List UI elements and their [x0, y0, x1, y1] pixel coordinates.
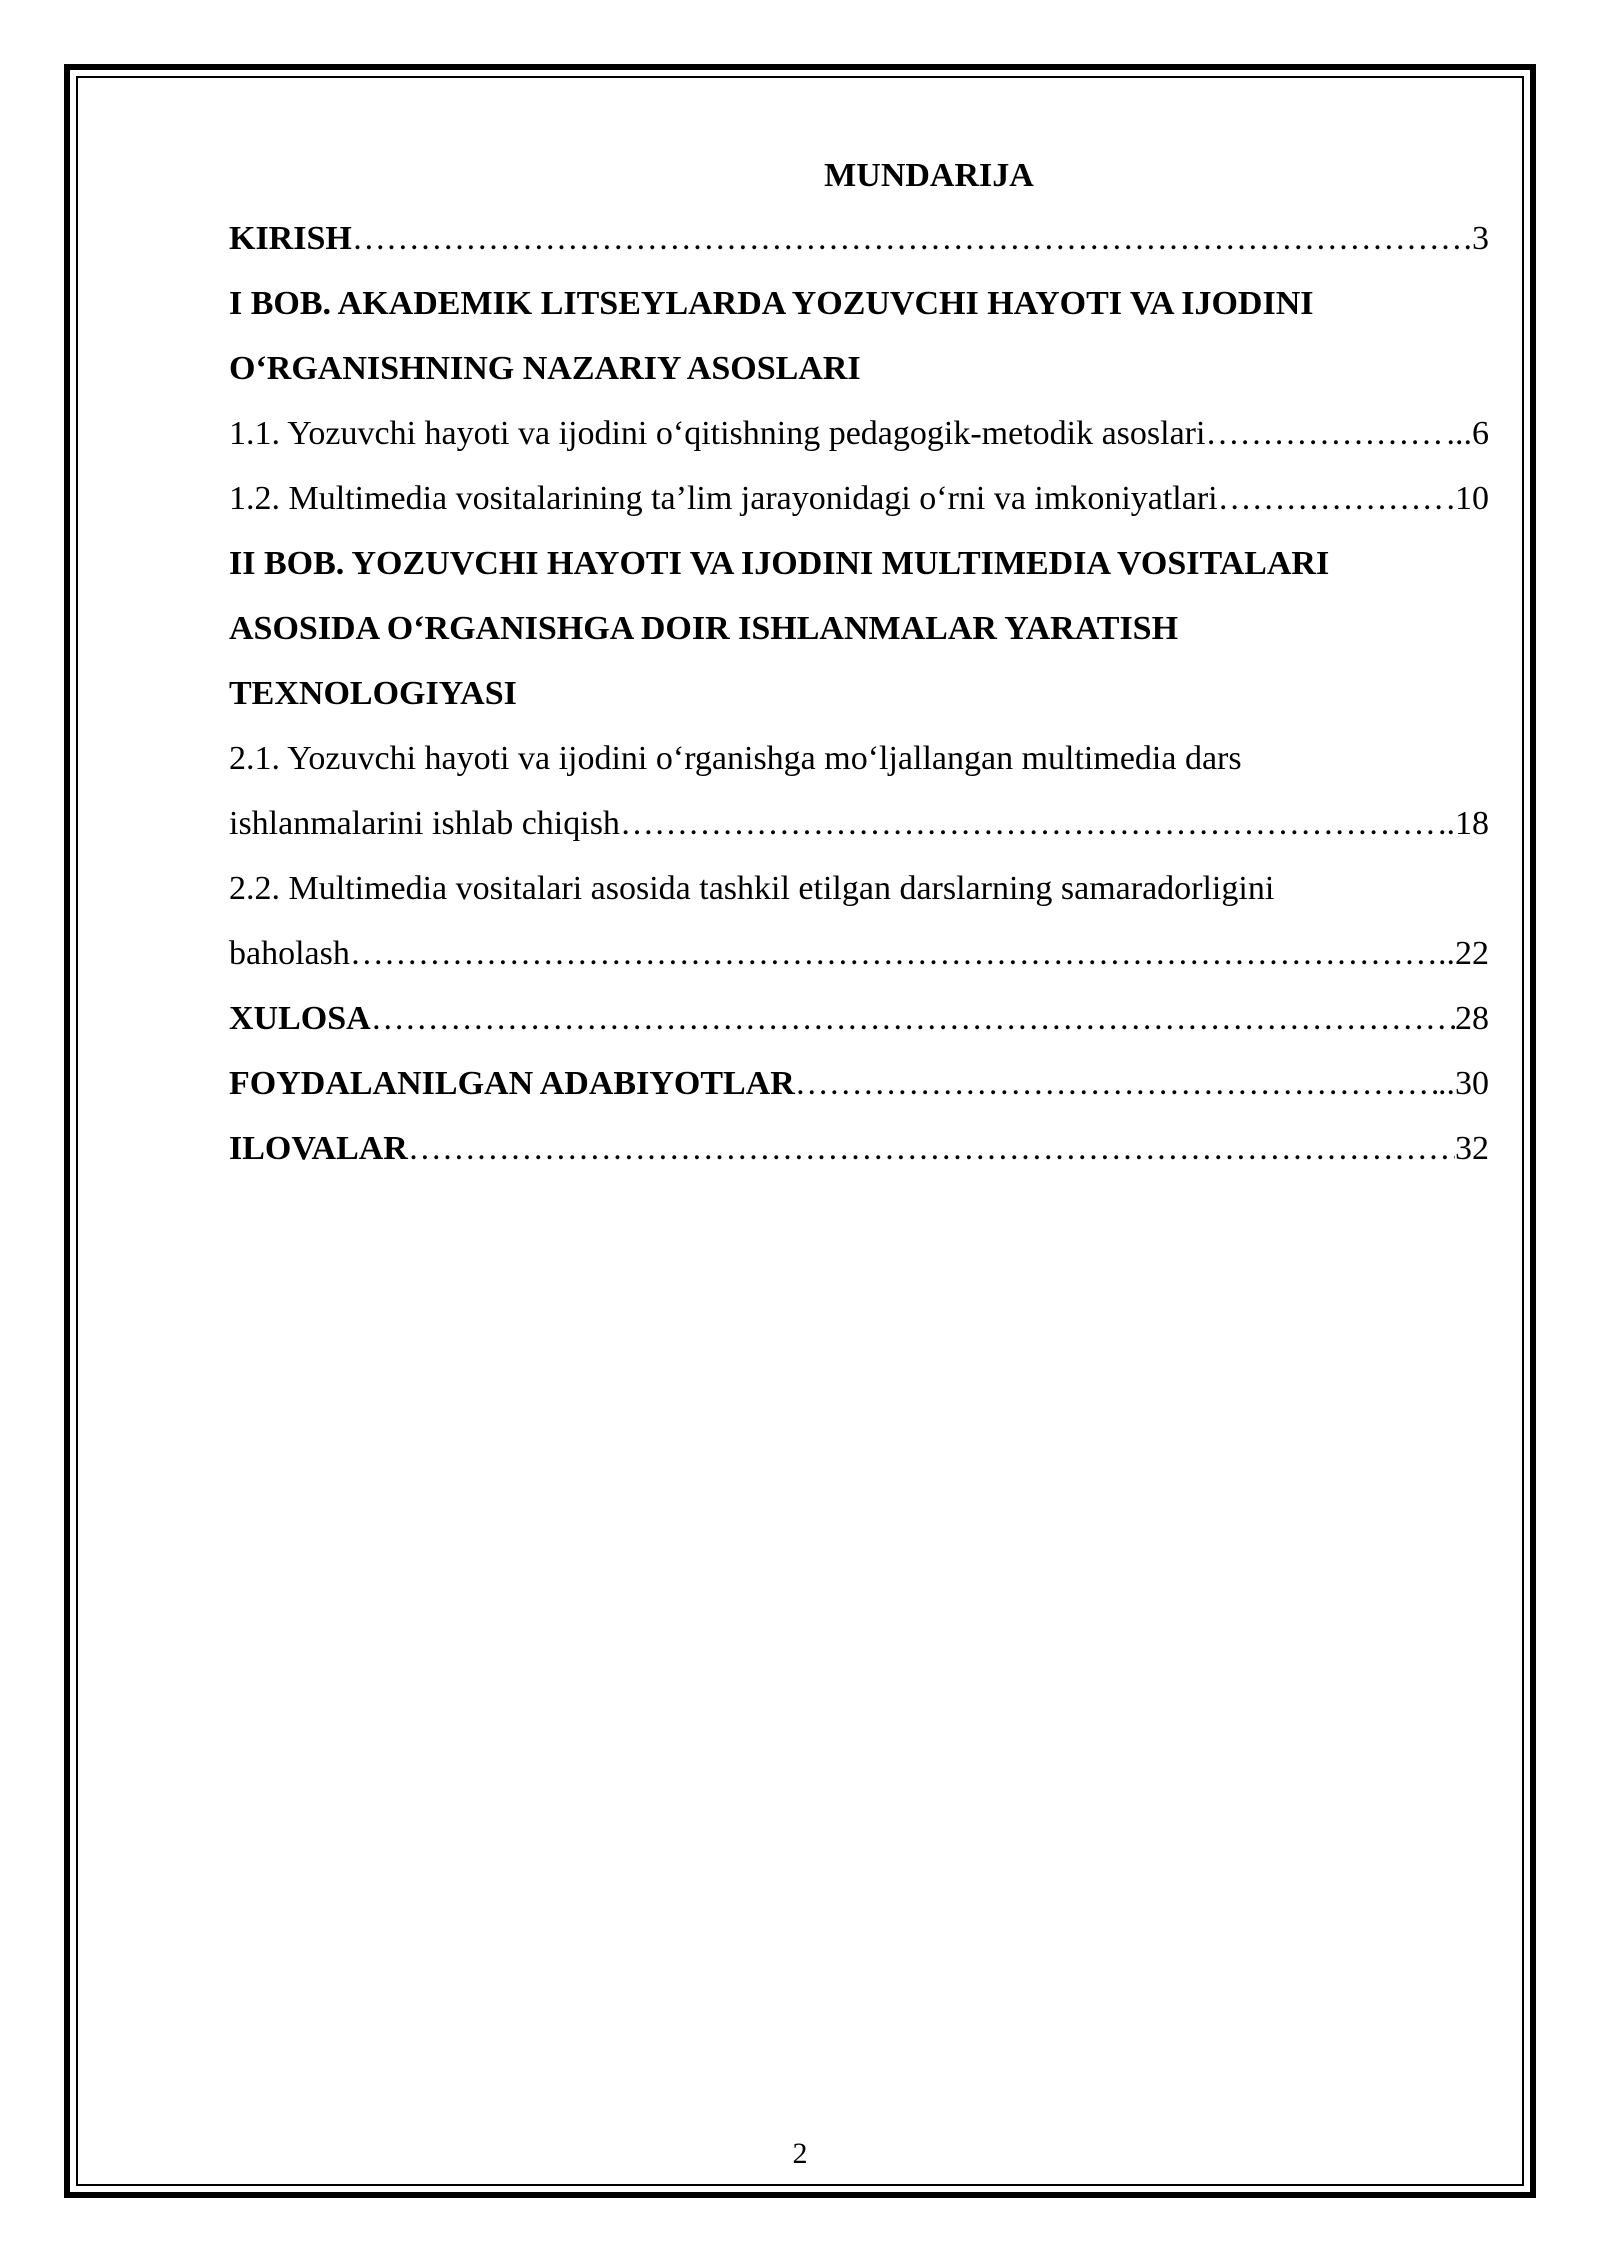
toc-dot-leader: [352, 206, 1464, 271]
toc-page-number: 28: [1455, 1000, 1489, 1037]
toc-entry-2-2-line-1: 2.2. Multimedia vositalari asosida tashkil etilgan darslarning samaradorligini: [229, 870, 1275, 907]
page-number: 2: [792, 2137, 808, 2170]
toc-page-number: ..30: [1438, 1065, 1489, 1102]
toc-entry-label: 1.2. Multimedia vositalarining ta’lim jarayonidagi o‘rni va imkoniyatlari: [229, 480, 1218, 517]
toc-entry-xulosa: [229, 986, 1489, 1051]
toc-chapter-1-line-1: I BOB. AKADEMIK LITSEYLARDA YOZUVCHI HAYOTI VA IJODINI: [229, 285, 1314, 322]
toc-entry-label: ILOVALAR: [229, 1130, 408, 1167]
toc-page-number: .10: [1446, 480, 1489, 517]
toc-dot-leader: [1218, 466, 1447, 531]
toc-entry-label: FOYDALANILGAN ADABIYOTLAR: [229, 1065, 795, 1102]
toc-entry-label: ishlanmalarini ishlab chiqish: [229, 805, 620, 842]
toc-entry-2-2: [229, 921, 1489, 986]
toc-title: MUNDARIJA: [824, 157, 1034, 194]
toc-entry-2-1: [229, 791, 1489, 856]
toc-page-number: .3: [1463, 220, 1489, 257]
toc-entry-label: baholash: [229, 935, 350, 972]
toc-dot-leader: [350, 921, 1438, 986]
toc-chapter-2-line-3: TEXNOLOGIYASI: [229, 675, 517, 712]
table-of-contents: [229, 146, 1489, 1181]
toc-entry-label: XULOSA: [229, 1000, 371, 1037]
toc-chapter-2-line-2: ASOSIDA O‘RGANISHGA DOIR ISHLANMALAR YARATISH: [229, 610, 1179, 647]
toc-entry-adabiyotlar: [229, 1051, 1489, 1116]
toc-entry-1-1: [229, 401, 1489, 466]
toc-entry-ilovalar: [229, 1116, 1489, 1181]
toc-entry-1-2: [229, 466, 1489, 531]
toc-page-number: ..22: [1438, 935, 1489, 972]
toc-entry-kirish: [229, 206, 1489, 271]
toc-dot-leader: [408, 1116, 1455, 1181]
toc-chapter-1-line-2: O‘RGANISHNING NAZARIY ASOSLARI: [229, 350, 861, 387]
toc-dot-leader: [620, 791, 1438, 856]
toc-dot-leader: [371, 986, 1455, 1051]
toc-chapter-2-line-1: II BOB. YOZUVCHI HAYOTI VA IJODINI MULTIMEDIA VOSITALARI: [229, 545, 1330, 582]
toc-page-number: ..18: [1438, 805, 1489, 842]
toc-dot-leader: [795, 1051, 1438, 1116]
toc-entry-label: KIRISH: [229, 220, 352, 257]
toc-dot-leader: [1205, 401, 1446, 466]
toc-entry-label: 1.1. Yozuvchi hayoti va ijodini o‘qitishning pedagogik-metodik asoslari: [229, 415, 1206, 452]
toc-entry-2-1-line-1: 2.1. Yozuvchi hayoti va ijodini o‘rganishga mo‘ljallangan multimedia dars: [229, 740, 1242, 777]
toc-page-number: ...6: [1446, 415, 1489, 452]
toc-page-number: 32: [1455, 1130, 1489, 1167]
